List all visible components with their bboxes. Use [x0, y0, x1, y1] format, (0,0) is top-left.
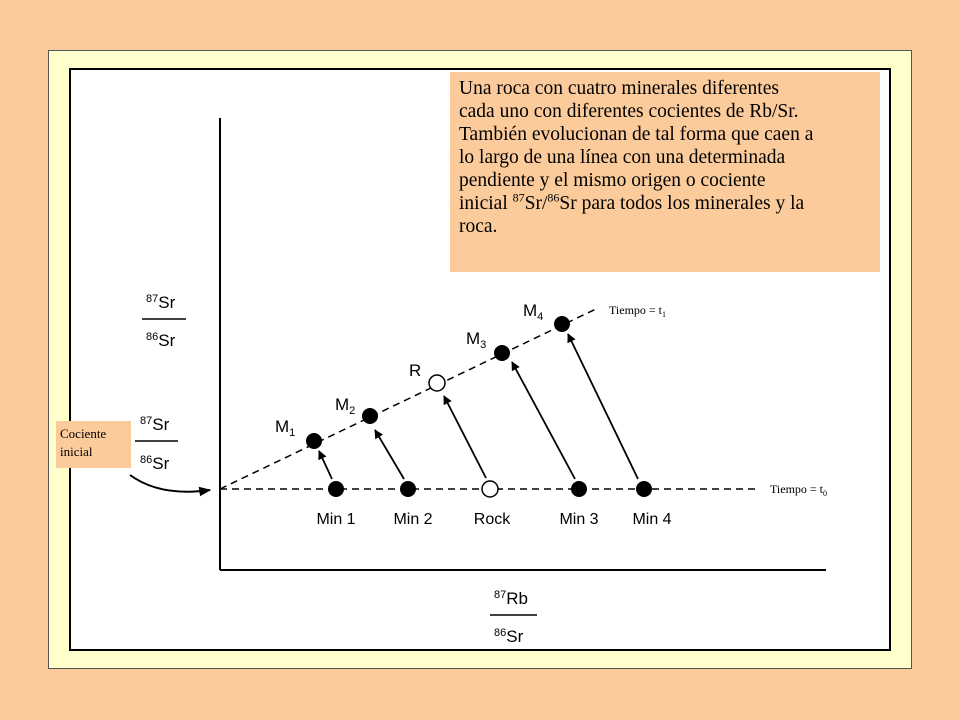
svg-text:86Sr — [146, 331, 176, 350]
y-label-den: Sr — [158, 331, 176, 350]
label-rock: Rock — [473, 511, 511, 528]
svg-text:86Sr — [140, 454, 170, 473]
label-m2: $M_2$ — [335, 395, 356, 417]
initial-den: Sr — [152, 454, 170, 473]
point-min2-t0 — [400, 481, 416, 497]
label-m1: $M_1$ — [275, 417, 296, 439]
point-min3-t0 — [571, 481, 587, 497]
y-axis-label — [142, 293, 186, 350]
caption-line-5: pendiente y el mismo origen o cociente — [459, 170, 766, 191]
x-label-num: Rb — [506, 589, 528, 608]
initial-num: Sr — [152, 415, 170, 434]
point-m1-t1 — [306, 433, 322, 449]
label-m3: $M_3$ — [466, 329, 487, 351]
caption-line-1: Una roca con cuatro minerales diferentes — [459, 78, 779, 99]
label-r: R — [409, 361, 422, 380]
initial-ratio-arrow — [130, 475, 210, 492]
t1-line — [220, 308, 598, 489]
caption-line-2: cada uno con diferentes cocientes de Rb/Sr. — [459, 101, 799, 122]
svg-text:87Sr — [146, 293, 176, 312]
point-min1-t0 — [328, 481, 344, 497]
evolution-arrow-min2 — [375, 430, 404, 479]
initial-den-sup: 86 — [140, 454, 153, 466]
initial-label-line-1: Cociente — [60, 426, 107, 441]
caption-line-7: roca. — [459, 216, 498, 237]
t1-label — [609, 303, 666, 319]
t0-label-text: Tiempo = t — [770, 482, 824, 496]
point-m4-t1 — [554, 316, 570, 332]
x-label-num-sup: 87 — [494, 589, 507, 601]
label-min1: Min 1 — [316, 511, 356, 528]
initial-ratio-label — [135, 415, 178, 473]
svg-text:87Sr — [140, 415, 170, 434]
evolution-arrow-min4 — [568, 334, 638, 479]
y-label-num: Sr — [158, 293, 176, 312]
evolution-arrow-min1 — [319, 451, 332, 479]
caption-line-6: inicial $^{87}$Sr/$^{86}$Sr para todos los minerales y la — [459, 190, 805, 214]
label-m4: $M_4$ — [523, 301, 544, 323]
x-label-den: Sr — [506, 627, 524, 646]
point-rock-t0 — [482, 481, 498, 497]
caption-box — [450, 72, 880, 272]
t0-label — [770, 482, 827, 498]
point-m3-t1 — [494, 345, 510, 361]
y-label-num-sup: 87 — [146, 293, 159, 305]
evolution-arrow-min3 — [512, 362, 575, 479]
evolution-arrow-rock — [444, 396, 486, 478]
caption-line-4: lo largo de una línea con una determinada — [459, 147, 786, 168]
svg-text:87Rb — [494, 589, 528, 608]
y-label-den-sup: 86 — [146, 331, 159, 343]
x-label-den-sup: 86 — [494, 627, 507, 639]
initial-ratio-box — [56, 421, 131, 468]
initial-num-sup: 87 — [140, 415, 153, 427]
label-min2: Min 2 — [393, 511, 433, 528]
caption-line-3: También evolucionan de tal forma que caen a — [459, 124, 814, 145]
point-min4-t0 — [636, 481, 652, 497]
label-min3: Min 3 — [559, 511, 599, 528]
svg-text:86Sr — [494, 627, 524, 646]
initial-label-line-2: inicial — [60, 444, 93, 459]
t1-label-text: Tiempo = t — [609, 303, 663, 317]
t0-label-sub: 0 — [823, 489, 828, 498]
point-r-t1 — [429, 375, 445, 391]
point-m2-t1 — [362, 408, 378, 424]
t1-label-sub: 1 — [662, 310, 667, 319]
label-min4: Min 4 — [632, 511, 672, 528]
x-axis-label — [490, 589, 537, 646]
